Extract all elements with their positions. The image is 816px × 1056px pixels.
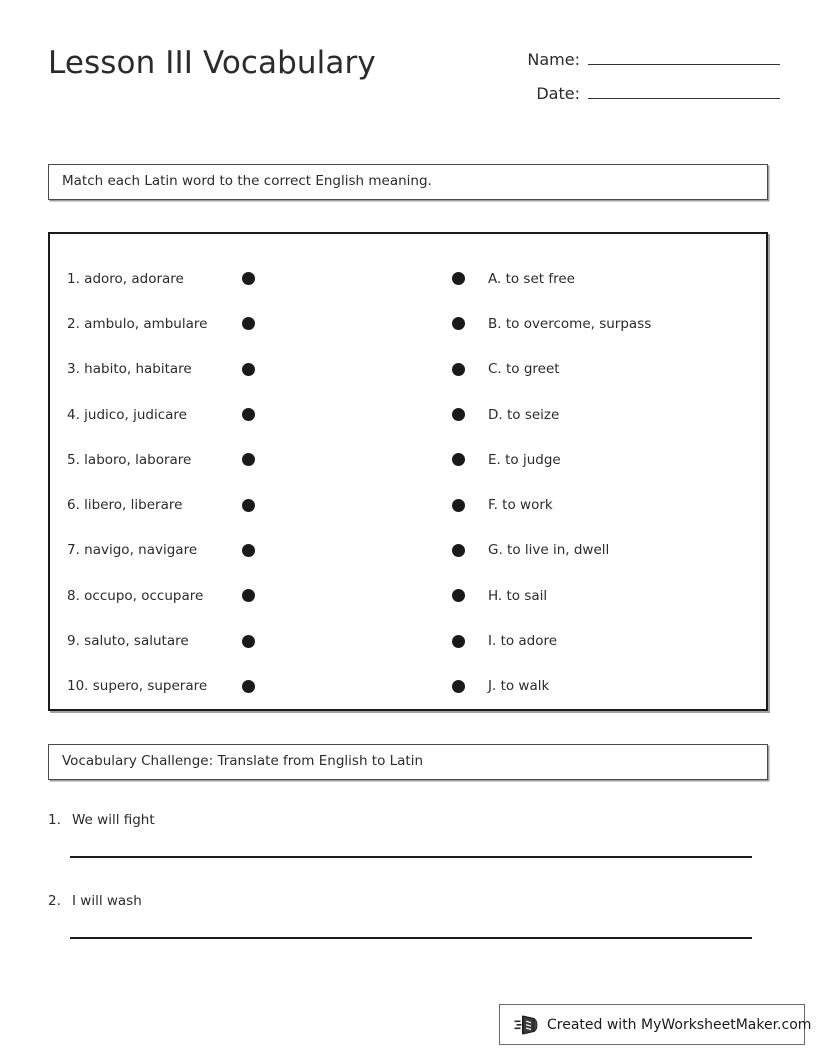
- match-dot-left[interactable]: [242, 272, 255, 285]
- latin-term: 5. laboro, laborare: [67, 451, 192, 468]
- english-definition: C. to greet: [488, 361, 560, 378]
- match-dot-left[interactable]: [242, 680, 255, 693]
- latin-term: 7. navigo, navigare: [67, 542, 198, 559]
- match-dot-left[interactable]: [242, 363, 255, 376]
- date-field-label: Date:: [536, 84, 580, 103]
- match-row: [452, 347, 766, 392]
- translate-item: [0, 881, 816, 962]
- match-row: [452, 664, 766, 709]
- english-definition: E. to judge: [488, 451, 561, 468]
- match-row: [67, 347, 410, 392]
- english-definition: A. to set free: [488, 270, 575, 287]
- matching-left-column: [50, 256, 410, 709]
- latin-term: 10. supero, superare: [67, 678, 208, 695]
- english-definition: B. to overcome, surpass: [488, 315, 652, 332]
- matching-instruction-text: Match each Latin word to the correct English meaning.: [62, 173, 432, 190]
- matching-right-column: [410, 256, 766, 709]
- latin-term: 4. judico, judicare: [67, 406, 187, 423]
- match-dot-left[interactable]: [242, 544, 255, 557]
- page-title: Lesson III Vocabulary: [48, 45, 376, 81]
- match-row: [452, 301, 766, 346]
- worksheet-header: [0, 0, 816, 140]
- match-row: [67, 392, 410, 437]
- latin-term: 8. occupo, occupare: [67, 587, 204, 604]
- latin-term: 1. adoro, adorare: [67, 270, 184, 287]
- match-dot-right[interactable]: [452, 363, 465, 376]
- translate-item-prompt: I will wash: [72, 893, 142, 909]
- challenge-instruction-banner: [48, 744, 768, 780]
- match-dot-right[interactable]: [452, 317, 465, 330]
- match-row: [67, 618, 410, 663]
- match-dot-right[interactable]: [452, 272, 465, 285]
- name-field-label: Name:: [527, 50, 580, 69]
- match-row: [67, 301, 410, 346]
- english-definition: J. to walk: [488, 678, 550, 695]
- translate-answer-line[interactable]: [70, 856, 752, 858]
- match-dot-left[interactable]: [242, 408, 255, 421]
- match-dot-right[interactable]: [452, 589, 465, 602]
- translation-section: [0, 800, 816, 962]
- english-definition: D. to seize: [488, 406, 560, 423]
- english-definition: I. to adore: [488, 633, 558, 650]
- english-definition: F. to work: [488, 497, 553, 514]
- match-row: [67, 482, 410, 527]
- date-field-row: [500, 82, 780, 116]
- match-dot-left[interactable]: [242, 635, 255, 648]
- worksheet-maker-logo-icon: [514, 1013, 540, 1037]
- match-row: [452, 573, 766, 618]
- match-dot-left[interactable]: [242, 499, 255, 512]
- match-dot-right[interactable]: [452, 680, 465, 693]
- translate-answer-line[interactable]: [70, 937, 752, 939]
- match-dot-left[interactable]: [242, 589, 255, 602]
- latin-term: 2. ambulo, ambulare: [67, 315, 208, 332]
- matching-columns: [50, 234, 766, 709]
- match-dot-right[interactable]: [452, 499, 465, 512]
- match-dot-right[interactable]: [452, 408, 465, 421]
- translate-item-prompt: We will fight: [72, 812, 155, 828]
- match-row: [452, 437, 766, 482]
- matching-exercise-box: [48, 232, 768, 711]
- translate-item-number: 1.: [48, 812, 61, 828]
- name-field-row: [500, 48, 780, 82]
- match-row: [452, 256, 766, 301]
- footer-credit-text: Created with MyWorksheetMaker.com: [547, 1016, 812, 1033]
- match-row: [452, 528, 766, 573]
- match-row: [67, 528, 410, 573]
- match-dot-left[interactable]: [242, 453, 255, 466]
- challenge-instruction-text: Vocabulary Challenge: Translate from English to Latin: [62, 753, 424, 770]
- translate-item: [0, 800, 816, 881]
- match-row: [452, 392, 766, 437]
- latin-term: 9. saluto, salutare: [67, 633, 189, 650]
- match-row: [67, 573, 410, 618]
- translate-item-number: 2.: [48, 893, 61, 909]
- match-dot-left[interactable]: [242, 317, 255, 330]
- match-row: [67, 664, 410, 709]
- date-input-line[interactable]: [588, 82, 780, 99]
- name-input-line[interactable]: [588, 48, 780, 65]
- match-dot-right[interactable]: [452, 544, 465, 557]
- match-row: [67, 437, 410, 482]
- match-row: [67, 256, 410, 301]
- footer-credit-badge[interactable]: [499, 1004, 812, 1045]
- english-definition: G. to live in, dwell: [488, 542, 610, 559]
- matching-instruction-banner: [48, 164, 768, 200]
- match-row: [452, 618, 766, 663]
- match-dot-right[interactable]: [452, 635, 465, 648]
- english-definition: H. to sail: [488, 587, 548, 604]
- match-dot-right[interactable]: [452, 453, 465, 466]
- name-date-block: [500, 48, 780, 116]
- latin-term: 6. libero, liberare: [67, 497, 183, 514]
- latin-term: 3. habito, habitare: [67, 361, 192, 378]
- match-row: [452, 482, 766, 527]
